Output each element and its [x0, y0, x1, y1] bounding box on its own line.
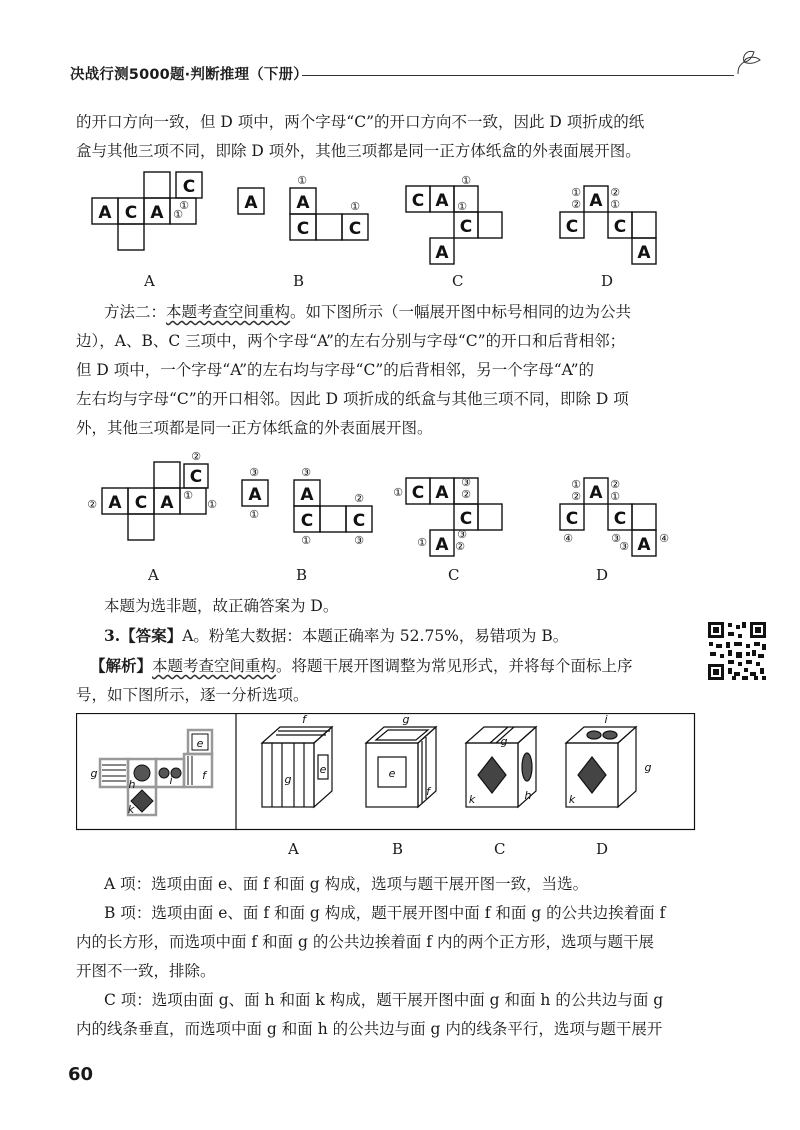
text-line: A。粉笔大数据：本题正确率为 52.75%，易错项为 B。 — [182, 627, 569, 645]
letter-c: C — [300, 511, 314, 531]
text-line: 开图不一致，排除。 — [76, 962, 216, 980]
face-label: f — [426, 785, 430, 798]
text-line: B 项：选项由面 e、面 f 和面 g 构成，题干展开图中面 f 和面 g 的公共边挨着面 f — [104, 904, 666, 922]
letter-a: A — [98, 203, 112, 223]
face-label: f — [202, 769, 206, 782]
edge-mark: ① — [297, 174, 307, 187]
edge-mark: ② — [610, 478, 620, 491]
face-label: g — [644, 761, 652, 774]
edge-mark: ① — [393, 486, 403, 499]
option-label: B — [293, 272, 305, 290]
paragraph-1 — [76, 108, 706, 166]
option-label: C — [494, 840, 506, 858]
letter-a: A — [160, 493, 174, 513]
edge-mark: ② — [191, 450, 201, 463]
option-label: D — [601, 272, 614, 290]
option-label: A — [288, 840, 299, 858]
edge-mark: ① — [610, 198, 620, 211]
letter-c: C — [134, 493, 148, 513]
running-header-title: 决战行测5000题·判断推理（下册） — [70, 67, 308, 83]
letter-a: A — [637, 243, 651, 263]
face-label: g — [402, 713, 410, 726]
answer-tag: 3.【答案】 — [104, 626, 183, 645]
cube-d — [566, 727, 636, 807]
letter-c: C — [411, 483, 425, 503]
text-line: 盒与其他三项不同，即除 D 项外，其他三项都是同一正方体纸盒的外表面展开图。 — [76, 142, 641, 160]
edge-mark: ① — [173, 208, 183, 221]
face-label: g — [284, 773, 292, 786]
header-rule — [302, 75, 734, 76]
face-label: i — [169, 774, 173, 787]
text-line: 左右均与字母“C”的开口相邻。因此 D 项折成的纸盒与其他三项不同，即除 D 项 — [76, 390, 629, 408]
text-line: 。将题干展开图调整为常见形式，并将每个面标上序 — [276, 657, 633, 675]
page-number: 60 — [68, 1064, 94, 1085]
letter-a: A — [589, 191, 603, 211]
option-label: B — [296, 566, 308, 584]
face-label: i — [604, 713, 608, 726]
paragraph-2 — [76, 298, 706, 443]
face-label: g — [90, 767, 98, 780]
emphasis-text: 本题考查空间重构 — [166, 303, 291, 321]
stem-net — [100, 730, 212, 815]
analysis-tag: 【解析】 — [90, 656, 153, 675]
edge-mark: ① — [571, 478, 581, 491]
paragraph-3 — [76, 592, 696, 710]
edge-mark: ③ — [301, 466, 311, 479]
letter-c: C — [296, 219, 310, 239]
face-label: h — [128, 778, 136, 791]
letter-c: C — [182, 177, 196, 197]
option-label: B — [392, 840, 404, 858]
letter-c: C — [565, 217, 579, 237]
option-labels-row-2 — [80, 566, 680, 588]
option-label: D — [596, 566, 609, 584]
option-labels-row-1 — [80, 272, 680, 294]
letter-c: C — [352, 511, 366, 531]
edge-mark: ① — [350, 200, 360, 213]
text-line: 的开口方向一致，但 D 项中，两个字母“C”的开口方向不一致，因此 D 项折成的纸 — [76, 113, 645, 131]
emphasis-text: 本题考查空间重构 — [152, 657, 277, 675]
text-line: 号，如下图所示，逐一分析选项。 — [76, 686, 309, 704]
text-line: 本题为选非题，故正确答案为 D。 — [104, 597, 339, 615]
letter-a: A — [248, 485, 262, 505]
letter-c: C — [124, 203, 138, 223]
letter-a: A — [589, 483, 603, 503]
option-label: C — [448, 566, 460, 584]
letter-a: A — [296, 193, 310, 213]
edge-mark: ① — [417, 536, 427, 549]
text-line: C 项：选项由面 g、面 h 和面 k 构成，题干展开图中面 g 和面 h 的公共边与面 g — [104, 991, 664, 1009]
edge-mark: ① — [249, 508, 259, 521]
text-line: 边），A、B、C 三项中，两个字母“A”的左右分别与字母“C”的开口和后背相邻； — [76, 332, 626, 350]
text-line: 。如下图所示（一幅展开图中标号相同的边为公共 — [290, 303, 632, 321]
option-label: A — [148, 566, 159, 584]
edge-mark: ① — [207, 498, 217, 511]
edge-mark: ② — [461, 488, 471, 501]
face-label: e — [196, 737, 204, 750]
letter-c: C — [411, 191, 425, 211]
text-line: A 项：选项由面 e、面 f 和面 g 构成，选项与题干展开图一致，当选。 — [104, 875, 589, 893]
option-label: C — [452, 272, 464, 290]
edge-mark: ① — [183, 489, 193, 502]
letter-a: A — [435, 191, 449, 211]
face-label: f — [302, 713, 306, 726]
letter-c: C — [613, 509, 627, 529]
text-line: 内的长方形，而选项中面 f 和面 g 的公共边挨着面 f 内的两个正方形，选项与题干展 — [76, 933, 654, 951]
option-analysis — [76, 870, 706, 1044]
edge-mark: ② — [354, 492, 364, 505]
edge-mark: ④ — [563, 532, 573, 545]
letter-a: A — [300, 485, 314, 505]
option-label: A — [144, 272, 155, 290]
letter-a: A — [244, 193, 258, 213]
face-label: k — [127, 803, 135, 816]
letter-c: C — [565, 509, 579, 529]
cube-options-diagram — [76, 713, 696, 831]
face-label: e — [388, 767, 396, 780]
letter-c: C — [189, 467, 203, 487]
net-figure-row-1 — [80, 168, 670, 268]
edge-mark: ③ — [619, 540, 629, 553]
text-line: 但 D 项中，一个字母“A”的左右均与字母“C”的后背相邻，另一个字母“A”的 — [76, 361, 595, 379]
face-label: h — [524, 789, 532, 802]
edge-mark: ① — [179, 199, 189, 212]
letter-a: A — [108, 493, 122, 513]
edge-mark: ③ — [249, 466, 259, 479]
edge-mark: ① — [461, 174, 471, 187]
text-line: 外，其他三项都是同一正方体纸盒的外表面展开图。 — [76, 419, 433, 437]
letter-a: A — [150, 203, 164, 223]
letter-a: A — [435, 535, 449, 555]
edge-mark: ② — [87, 498, 97, 511]
option-label: D — [596, 840, 609, 858]
option-labels-row-3 — [76, 840, 696, 862]
edge-mark: ① — [571, 186, 581, 199]
edge-mark: ① — [457, 200, 467, 213]
edge-mark: ② — [455, 540, 465, 553]
edge-mark: ④ — [659, 532, 669, 545]
text-line: 方法二： — [104, 303, 167, 321]
letter-a: A — [637, 535, 651, 555]
face-label: k — [568, 793, 576, 806]
face-label: g — [500, 735, 508, 748]
qr-code-icon[interactable] — [706, 620, 768, 682]
edge-mark: ③ — [457, 528, 467, 541]
edge-mark: ① — [301, 534, 311, 547]
letter-c: C — [613, 217, 627, 237]
text-line: 内的线条垂直，而选项中面 g 和面 h 的公共边与面 g 内的线条平行，选项与题干展开 — [76, 1020, 663, 1038]
face-label: k — [468, 793, 476, 806]
edge-mark: ① — [610, 490, 620, 503]
edge-mark: ③ — [461, 476, 471, 489]
face-label: e — [319, 763, 327, 776]
letter-a: A — [435, 483, 449, 503]
sprout-icon — [734, 44, 764, 74]
letter-c: C — [459, 217, 473, 237]
edge-mark: ② — [610, 186, 620, 199]
net-figure-row-2 — [80, 450, 680, 560]
letter-c: C — [348, 219, 362, 239]
letter-c: C — [459, 509, 473, 529]
edge-mark: ③ — [354, 534, 364, 547]
edge-mark: ② — [571, 198, 581, 211]
letter-a: A — [435, 243, 449, 263]
edge-mark: ③ — [611, 532, 621, 545]
edge-mark: ② — [571, 490, 581, 503]
